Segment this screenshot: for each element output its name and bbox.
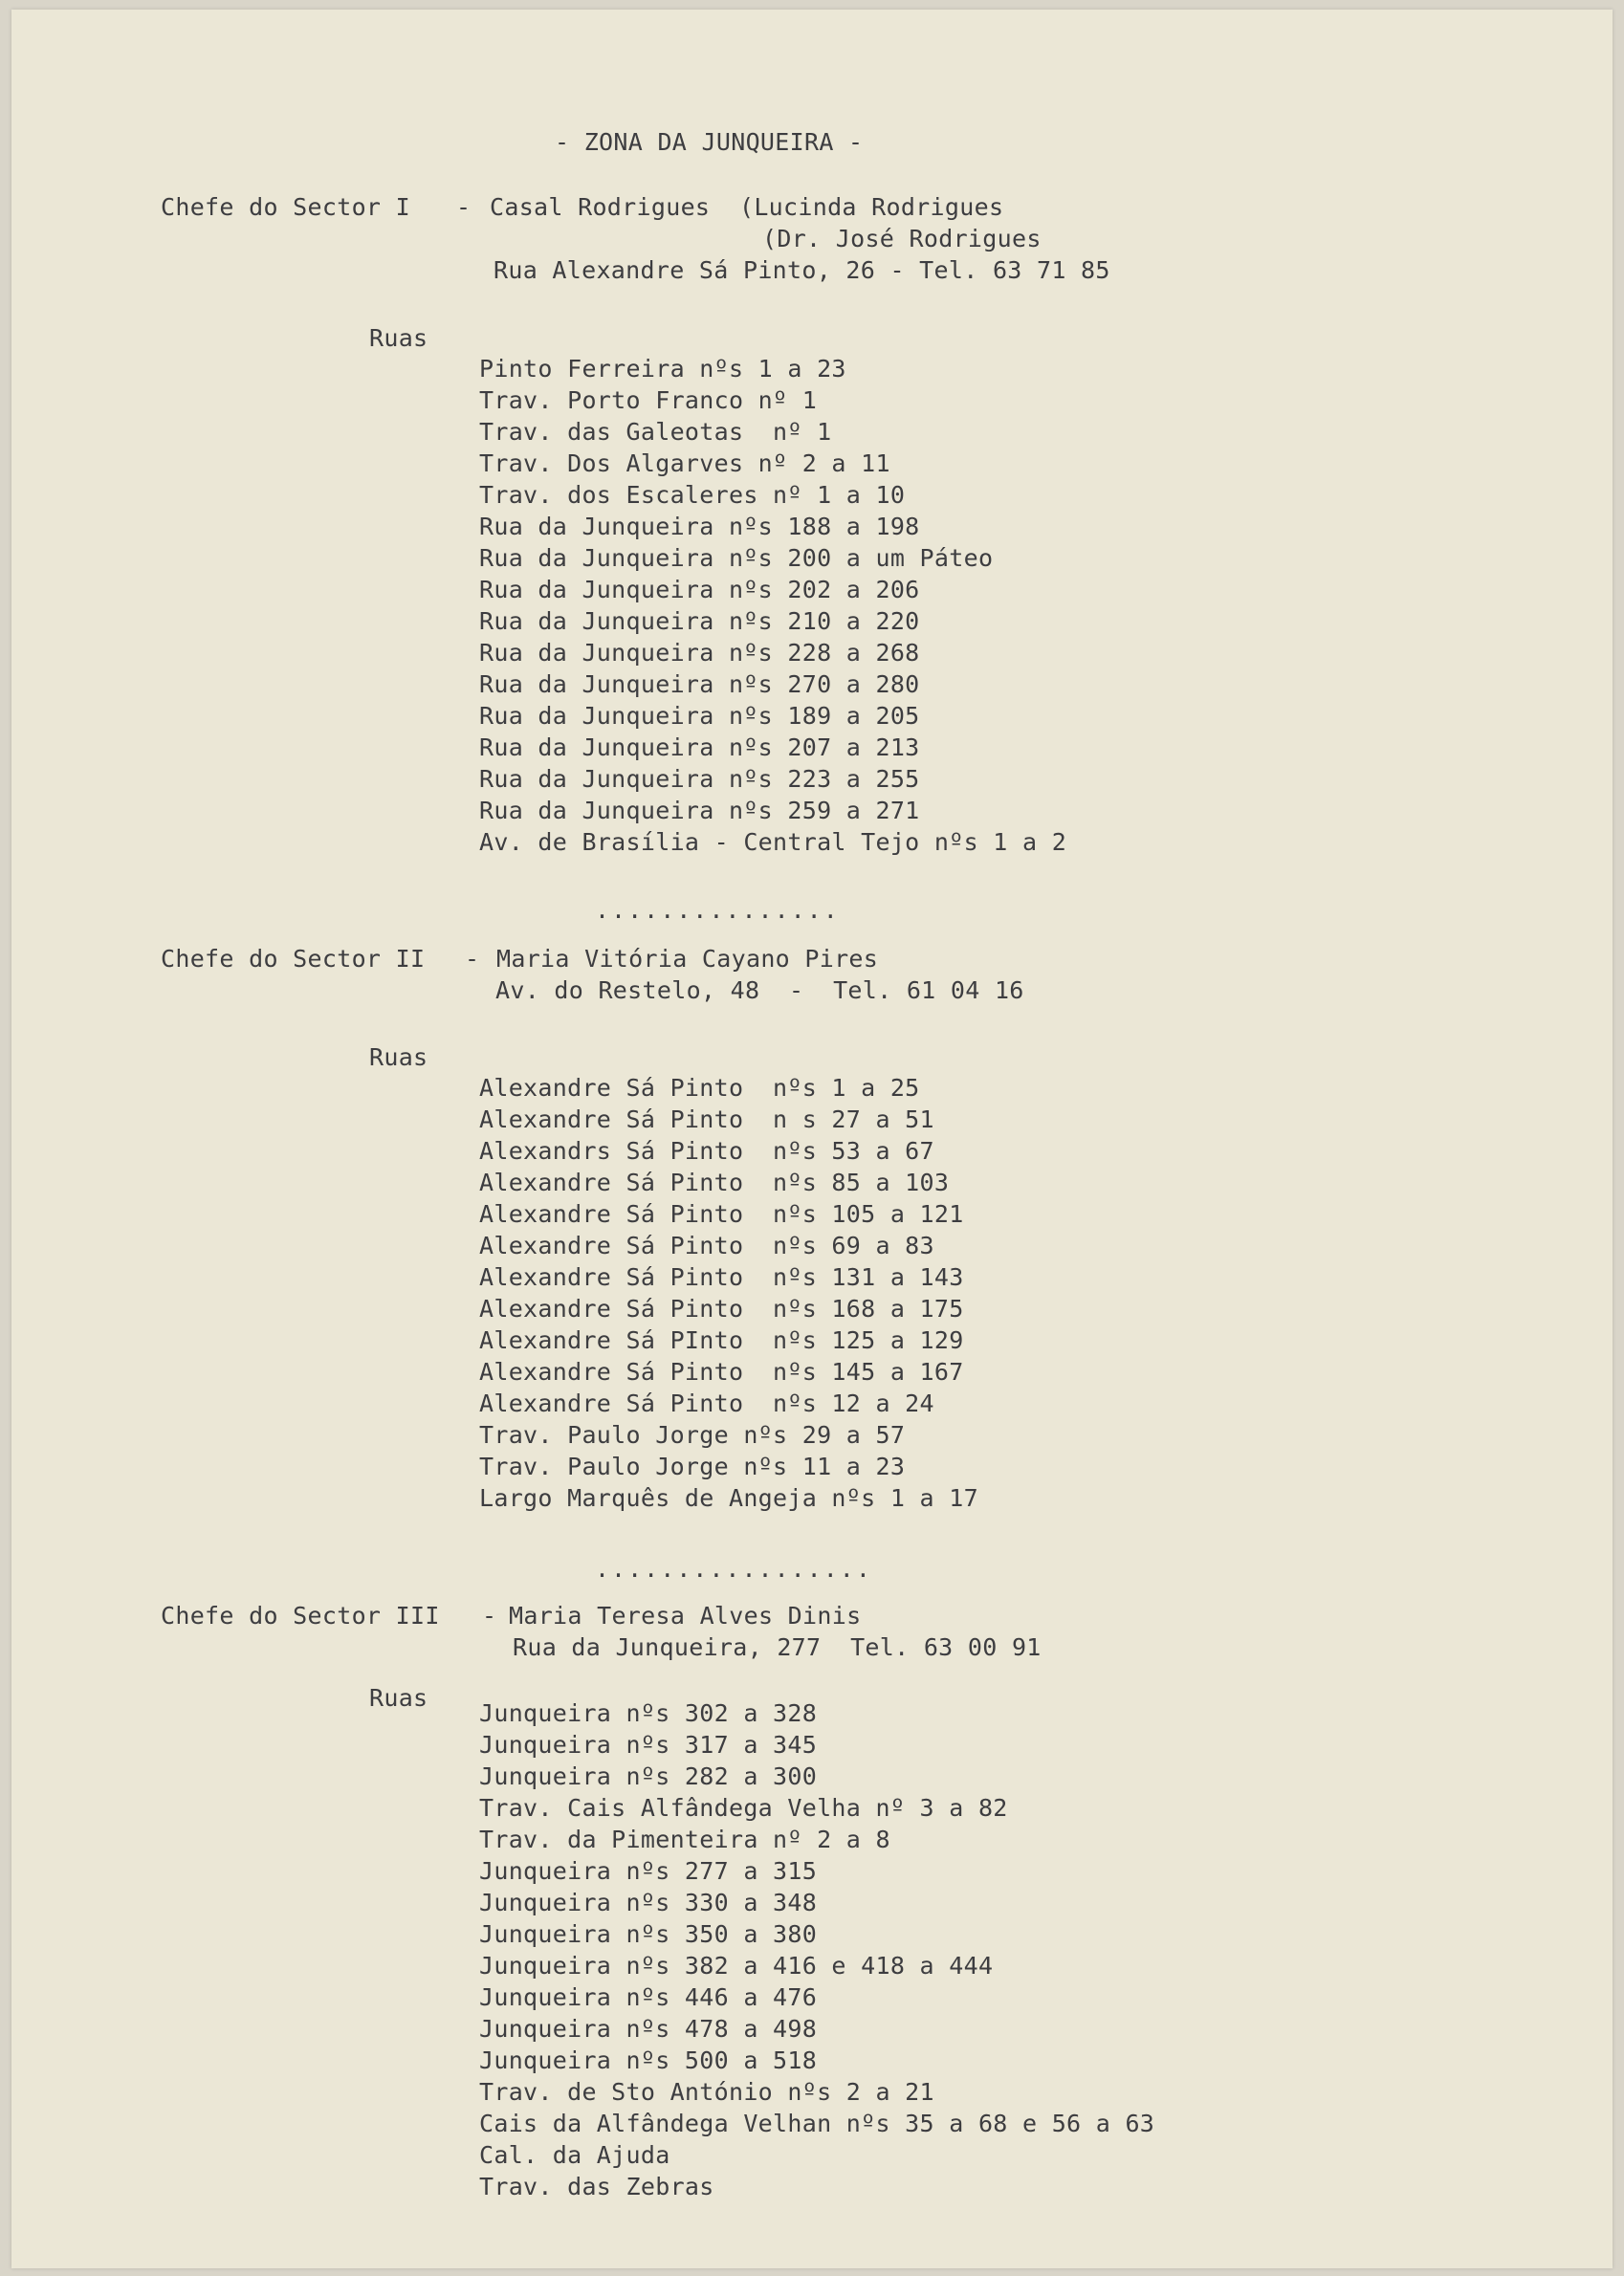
sector-2-street: Alexandre Sá Pinto nºs 145 a 167 xyxy=(479,1358,964,1386)
sector-2-street: Alexandre Sá Pinto nºs 1 a 25 xyxy=(479,1074,920,1102)
sector-2-street: Alexandrs Sá Pinto nºs 53 a 67 xyxy=(479,1137,934,1165)
sector-1-street: Rua da Junqueira nºs 223 a 255 xyxy=(479,765,920,793)
sector-3-street: Junqueira nºs 277 a 315 xyxy=(479,1857,818,1885)
sector-2-street: Alexandre Sá Pinto nºs 12 a 24 xyxy=(479,1390,934,1417)
sector-1-address: Rua Alexandre Sá Pinto, 26 - Tel. 63 71 85 xyxy=(494,256,1110,284)
sector-1-street: Rua da Junqueira nºs 210 a 220 xyxy=(479,607,920,635)
sector-1-chefe-label: Chefe do Sector I xyxy=(161,193,410,221)
document-title: - ZONA DA JUNQUEIRA - xyxy=(555,128,864,156)
sector-2-dots: ................. xyxy=(595,1555,872,1583)
sector-1-street: Trav. Porto Franco nº 1 xyxy=(479,386,818,414)
sector-1-street: Rua da Junqueira nºs 202 a 206 xyxy=(479,576,920,603)
sector-3-street: Trav. Cais Alfândega Velha nº 3 a 82 xyxy=(479,1794,1008,1822)
sector-1-street: Trav. Dos Algarves nº 2 a 11 xyxy=(479,449,890,477)
sector-1-street: Rua da Junqueira nºs 189 a 205 xyxy=(479,702,920,730)
sector-3-ruas-label: Ruas xyxy=(369,1684,428,1712)
sector-2-street: Alexandre Sá Pinto nºs 131 a 143 xyxy=(479,1263,964,1291)
sector-3-chefe-label: Chefe do Sector III xyxy=(161,1602,440,1630)
sector-2-street: Alexandre Sá PInto nºs 125 a 129 xyxy=(479,1326,964,1354)
sector-1-street: Trav. das Galeotas nº 1 xyxy=(479,418,832,446)
sector-3-address: Rua da Junqueira, 277 Tel. 63 00 91 xyxy=(513,1633,1042,1661)
sector-1-street: Pinto Ferreira nºs 1 a 23 xyxy=(479,355,846,383)
sector-2-street: Largo Marquês de Angeja nºs 1 a 17 xyxy=(479,1484,978,1512)
sector-3-street: Junqueira nºs 317 a 345 xyxy=(479,1731,818,1759)
sector-3-street: Junqueira nºs 282 a 300 xyxy=(479,1762,818,1790)
sector-3-street: Junqueira nºs 350 a 380 xyxy=(479,1920,818,1948)
sector-3-street: Junqueira nºs 500 a 518 xyxy=(479,2046,818,2074)
sector-2-street: Alexandre Sá Pinto nºs 168 a 175 xyxy=(479,1295,964,1323)
sector-2-street: Alexandre Sá Pinto nºs 69 a 83 xyxy=(479,1232,934,1259)
sector-3-separator: - xyxy=(482,1602,497,1630)
sector-1-street: Av. de Brasília - Central Tejo nºs 1 a 2 xyxy=(479,828,1067,856)
sector-1-ruas-label: Ruas xyxy=(369,324,428,352)
sector-2-street: Trav. Paulo Jorge nºs 11 a 23 xyxy=(479,1453,906,1480)
sector-1-chefe-line2: (Dr. José Rodrigues xyxy=(762,225,1042,252)
sector-1-dots: ............... xyxy=(595,896,840,924)
sector-1-street: Rua da Junqueira nºs 207 a 213 xyxy=(479,733,920,761)
sector-3-street: Junqueira nºs 330 a 348 xyxy=(479,1889,818,1916)
sector-1-street: Rua da Junqueira nºs 228 a 268 xyxy=(479,639,920,667)
sector-3-street: Cais da Alfândega Velhan nºs 35 a 68 e 56 a 63 xyxy=(479,2110,1155,2137)
sector-1-chefe-line1: Casal Rodrigues (Lucinda Rodrigues xyxy=(490,193,1004,221)
sector-3-street: Trav. das Zebras xyxy=(479,2173,714,2200)
sector-3-street: Junqueira nºs 302 a 328 xyxy=(479,1699,818,1727)
sector-2-separator: - xyxy=(465,945,480,973)
sector-1-street: Rua da Junqueira nºs 188 a 198 xyxy=(479,513,920,540)
sector-1-street: Rua da Junqueira nºs 259 a 271 xyxy=(479,797,920,824)
sector-1-street: Rua da Junqueira nºs 270 a 280 xyxy=(479,670,920,698)
sector-2-address: Av. do Restelo, 48 - Tel. 61 04 16 xyxy=(495,976,1024,1004)
sector-2-street: Alexandre Sá Pinto n s 27 a 51 xyxy=(479,1105,934,1133)
sector-2-street: Alexandre Sá Pinto nºs 105 a 121 xyxy=(479,1200,964,1228)
sector-2-ruas-label: Ruas xyxy=(369,1043,428,1071)
sector-3-street: Trav. de Sto António nºs 2 a 21 xyxy=(479,2078,934,2106)
sector-2-street: Alexandre Sá Pinto nºs 85 a 103 xyxy=(479,1169,950,1196)
sector-3-street: Trav. da Pimenteira nº 2 a 8 xyxy=(479,1826,890,1853)
sector-3-chefe-line1: Maria Teresa Alves Dinis xyxy=(509,1602,862,1630)
sector-2-chefe-line1: Maria Vitória Cayano Pires xyxy=(496,945,879,973)
sector-3-street: Cal. da Ajuda xyxy=(479,2141,670,2169)
sector-2-street: Trav. Paulo Jorge nºs 29 a 57 xyxy=(479,1421,906,1449)
sector-2-chefe-label: Chefe do Sector II xyxy=(161,945,426,973)
sector-3-street: Junqueira nºs 382 a 416 e 418 a 444 xyxy=(479,1952,994,1980)
sector-1-separator: - xyxy=(456,193,472,221)
sector-1-street: Rua da Junqueira nºs 200 a um Páteo xyxy=(479,544,994,572)
sector-1-street: Trav. dos Escaleres nº 1 a 10 xyxy=(479,481,906,509)
sector-3-street: Junqueira nºs 478 a 498 xyxy=(479,2015,818,2043)
sector-3-street: Junqueira nºs 446 a 476 xyxy=(479,1983,818,2011)
